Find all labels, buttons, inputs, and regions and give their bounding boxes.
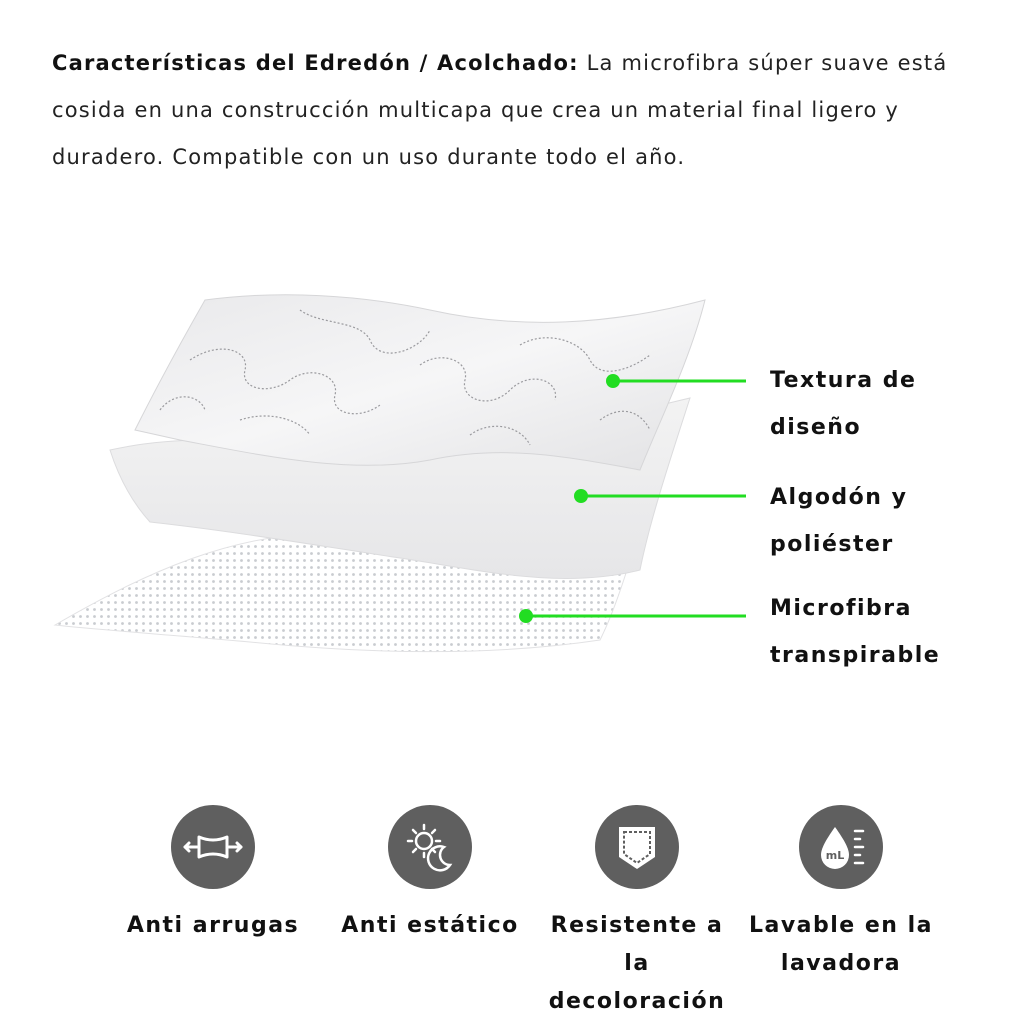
feature-machine-washable-line2: lavadora xyxy=(780,951,902,976)
callout-texture-line2: diseño xyxy=(770,415,862,440)
water-drop-ml-icon xyxy=(799,805,883,889)
callout-label-texture xyxy=(770,357,1010,451)
feature-machine-washable xyxy=(741,805,941,983)
intro-text xyxy=(52,40,972,181)
sun-moon-icon xyxy=(388,805,472,889)
callout-microfiber-line1: Microfibra xyxy=(770,596,912,621)
feature-fade-resistant-line1: Resistente a la xyxy=(550,913,724,976)
anti-wrinkle-icon xyxy=(171,805,255,889)
callout-label-microfiber xyxy=(770,585,1010,679)
svg-text:mL: mL xyxy=(825,849,845,862)
callout-label-cotton xyxy=(770,474,1010,568)
callout-dot-texture xyxy=(606,374,620,388)
callout-microfiber-line2: transpirable xyxy=(770,643,941,668)
feature-anti-static xyxy=(330,805,530,945)
intro-body: La microfibra súper suave está cosida en una construcción multicapa que crea un material final ligero y duradero. Compatible con un uso durante todo el año. xyxy=(52,51,948,169)
callout-dot-microfiber xyxy=(519,609,533,623)
feature-anti-static-line1: Anti estático xyxy=(341,913,519,938)
pocket-stitch-icon xyxy=(595,805,679,889)
feature-fade-resistant xyxy=(537,805,737,1021)
feature-anti-wrinkle-line1: Anti arrugas xyxy=(126,913,300,938)
callout-cotton-line1: Algodón y xyxy=(770,485,908,510)
intro-heading: Características del Edredón / Acolchado: xyxy=(52,51,579,75)
callout-dot-cotton xyxy=(574,489,588,503)
callout-cotton-line2: poliéster xyxy=(770,532,894,557)
feature-machine-washable-line1: Lavable en la xyxy=(748,913,934,938)
feature-anti-wrinkle xyxy=(113,805,313,945)
feature-fade-resistant-line2: decoloración xyxy=(548,989,726,1014)
callout-texture-line1: Textura de xyxy=(770,368,917,393)
